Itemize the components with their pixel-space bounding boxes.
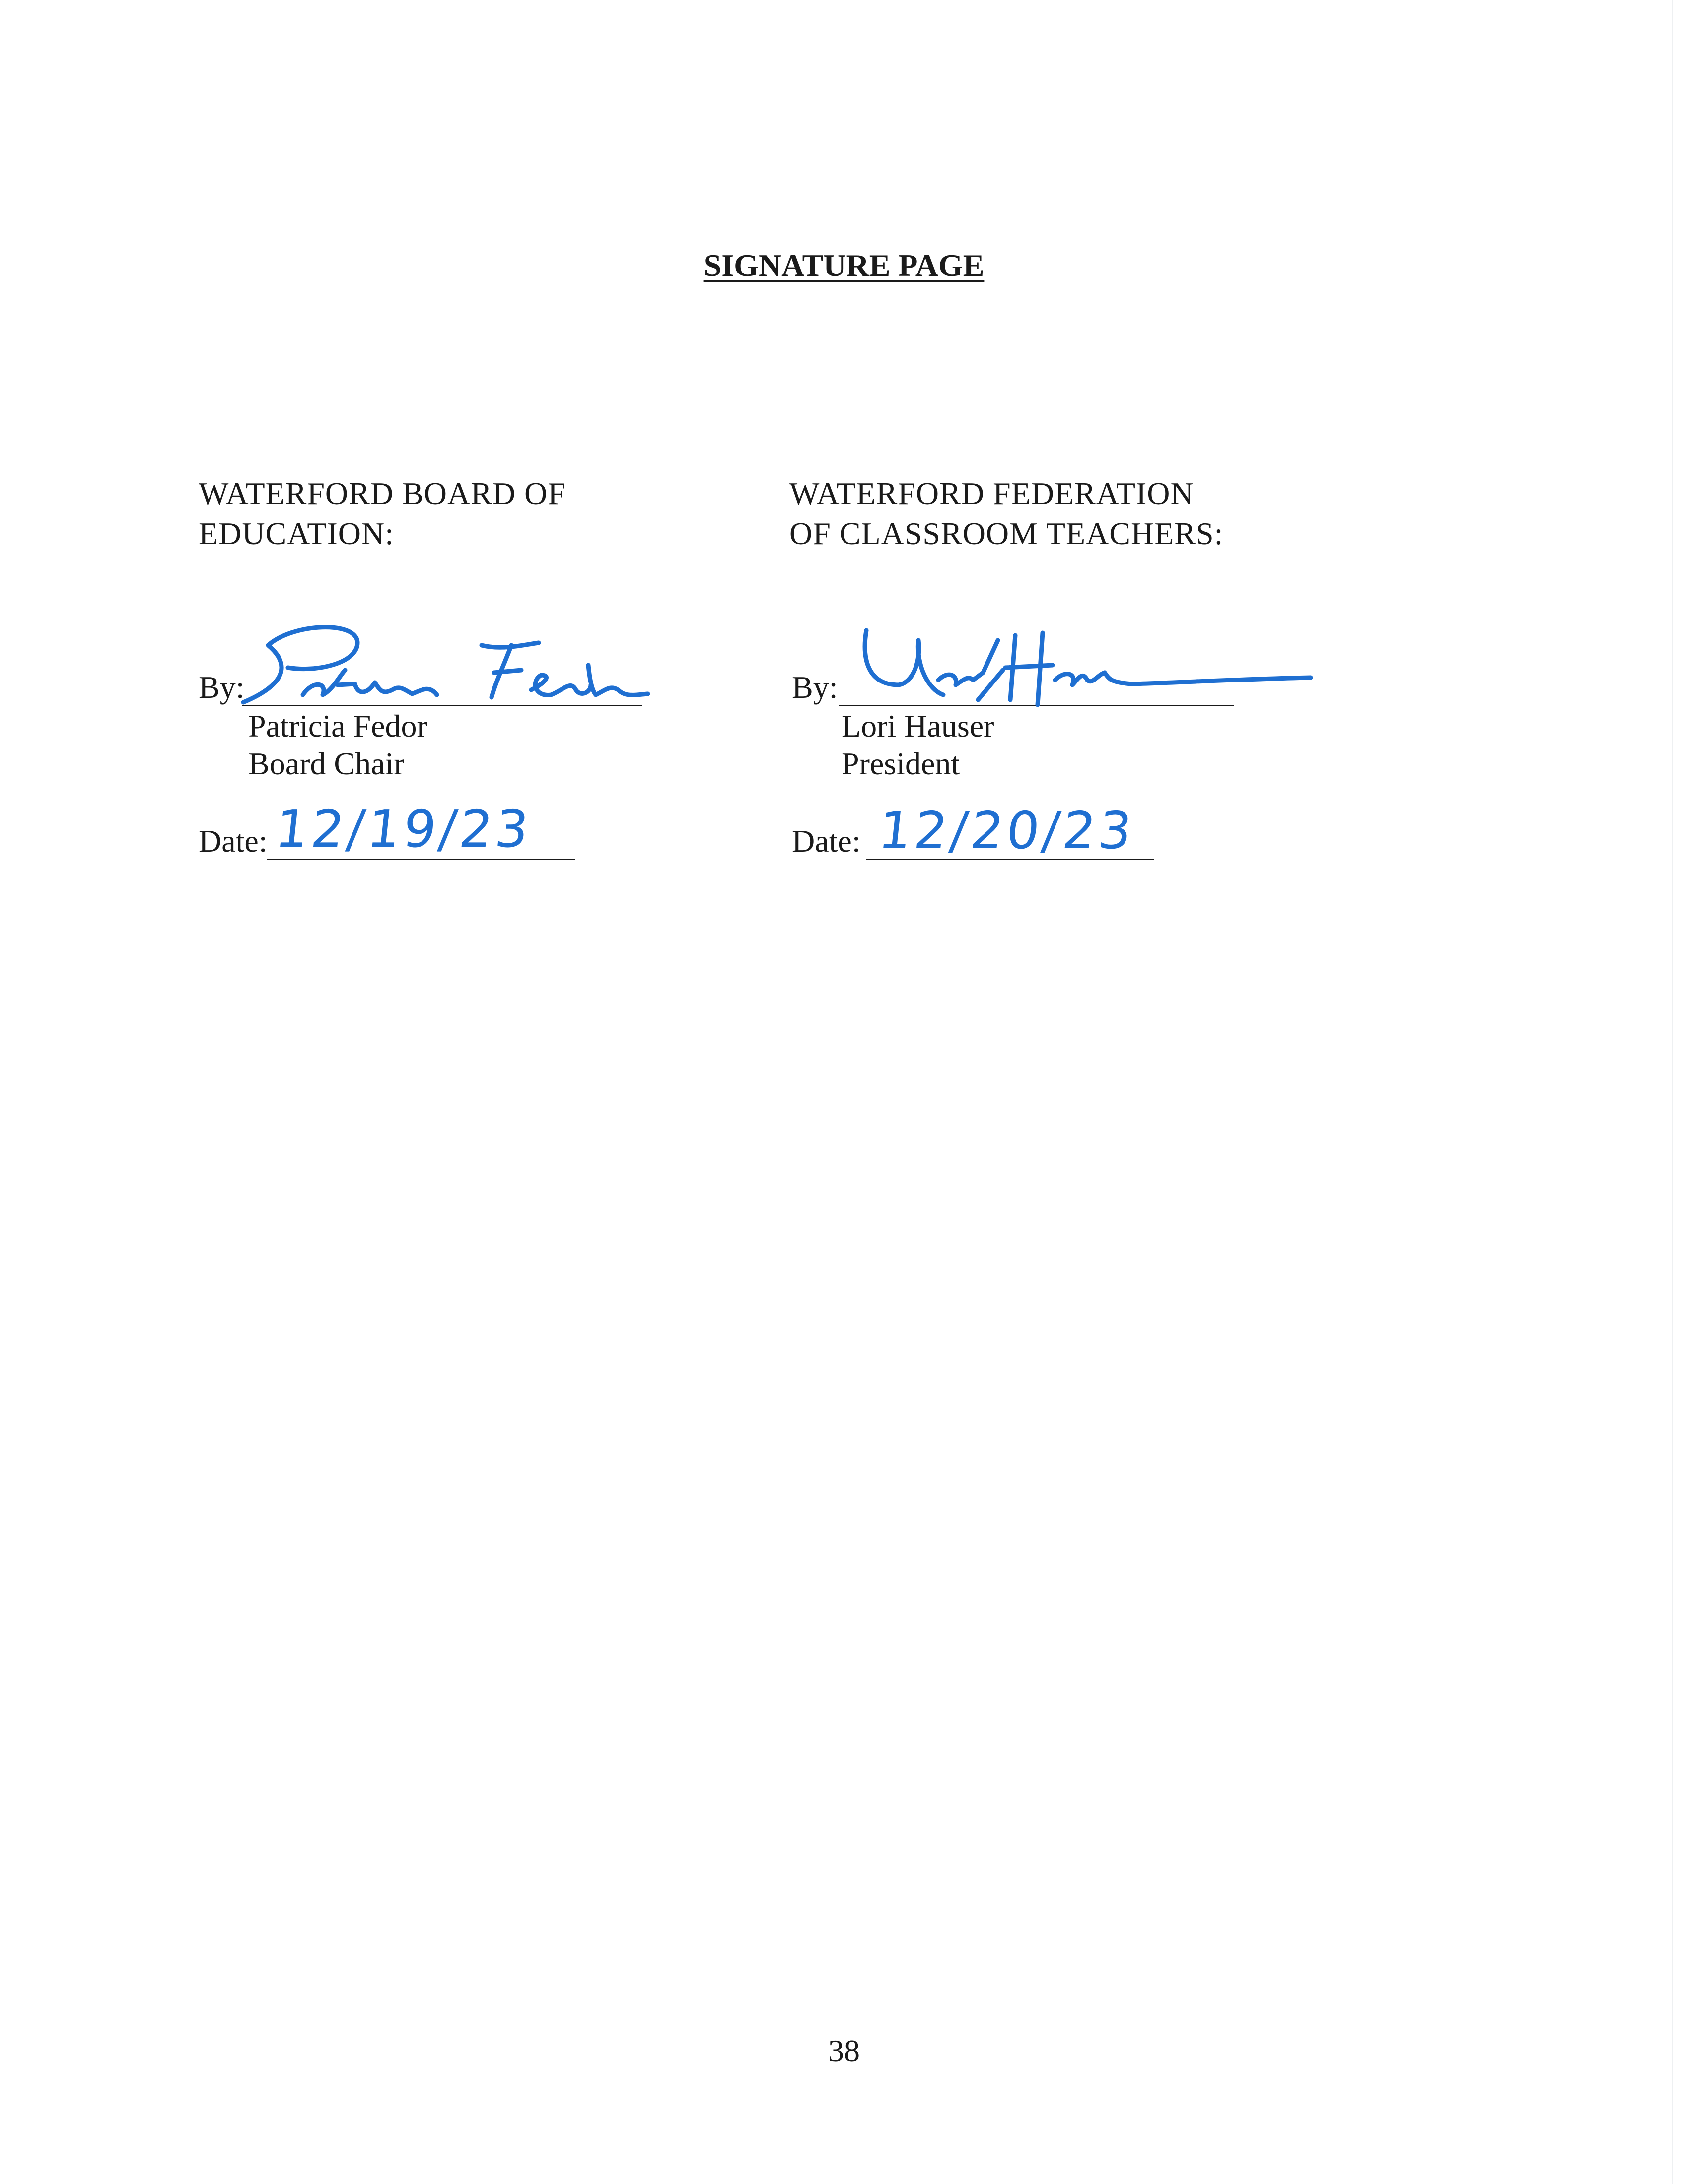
left-signer-name: Patricia Fedor xyxy=(248,708,427,744)
right-party-heading xyxy=(789,474,1223,553)
left-by-label: By: xyxy=(199,670,245,705)
right-signer-block xyxy=(842,707,994,783)
page-title: SIGNATURE PAGE xyxy=(703,248,985,283)
left-date-label: Date: xyxy=(199,823,268,859)
right-date-label: Date: xyxy=(792,823,861,859)
left-signature-image xyxy=(233,615,650,715)
right-signer-title: President xyxy=(842,746,960,781)
right-signer-name: Lori Hauser xyxy=(842,708,994,744)
right-by-label: By: xyxy=(792,670,838,705)
left-party-heading xyxy=(199,474,566,553)
left-party-name-line2: EDUCATION: xyxy=(199,516,394,551)
page-number: 38 xyxy=(828,2033,860,2068)
scan-edge-line xyxy=(1672,0,1673,2184)
right-handwritten-date: 12/20/23 xyxy=(875,800,1138,861)
right-party-name-line1: WATERFORD FEDERATION xyxy=(789,476,1194,511)
left-party-name-line1: WATERFORD BOARD OF xyxy=(199,476,566,511)
right-party-name-line2: OF CLASSROOM TEACHERS: xyxy=(789,516,1224,551)
left-signer-title: Board Chair xyxy=(248,746,405,781)
left-handwritten-date: 12/19/23 xyxy=(272,799,535,859)
left-signer-block xyxy=(248,707,427,783)
right-signature-image xyxy=(834,620,1321,720)
